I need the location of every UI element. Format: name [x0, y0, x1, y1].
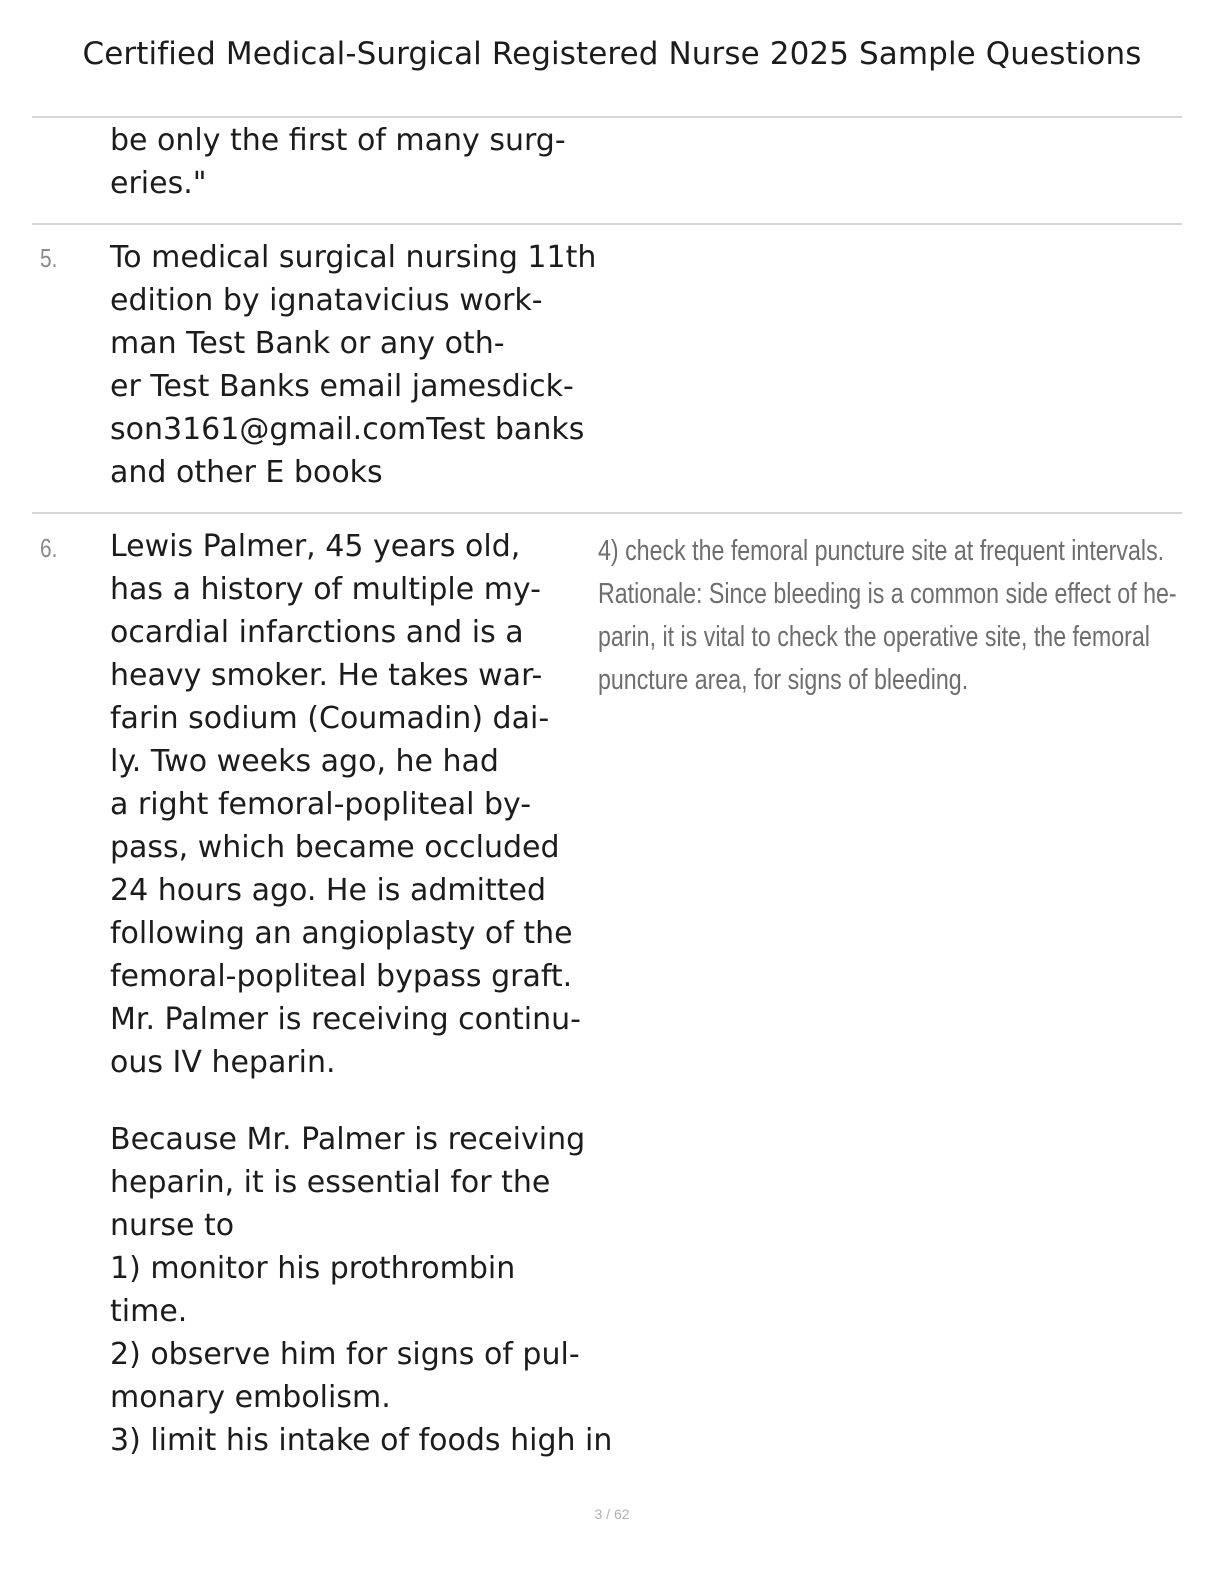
- divider-q6: [32, 512, 1182, 514]
- text-line: son3161@gmail.comTest banks: [110, 412, 585, 447]
- question-6-stem: [110, 525, 610, 1084]
- text-line: time.: [110, 1294, 188, 1329]
- text-line: To medical surgical nursing 11th: [110, 240, 597, 275]
- text-line: Mr. Palmer is receiving continu-: [110, 1002, 581, 1037]
- text-line: farin sodium (Coumadin) dai-: [110, 701, 550, 736]
- text-line: following an angioplasty of the: [110, 916, 573, 951]
- answer-line: 4) check the femoral puncture site at frequent intervals.: [598, 535, 1165, 567]
- text-line: 2) observe him for signs of pul-: [110, 1337, 580, 1372]
- text-line: Because Mr. Palmer is receiving: [110, 1122, 586, 1157]
- text-line: a right femoral-popliteal by-: [110, 787, 532, 822]
- text-line: 1) monitor his prothrombin: [110, 1251, 516, 1286]
- text-line: and other E books: [110, 455, 383, 490]
- question-6-answer: [598, 530, 1177, 702]
- previous-question-continuation: [110, 119, 610, 205]
- text-line: ocardial infarctions and is a: [110, 615, 524, 650]
- answer-line: puncture area, for signs of bleeding.: [598, 664, 969, 696]
- text-line: er Test Banks email jamesdick-: [110, 369, 574, 404]
- text-line: Lewis Palmer, 45 years old,: [110, 529, 521, 564]
- answer-line: parin, it is vital to check the operative site, the femoral: [598, 621, 1150, 653]
- page-title: Certified Medical-Surgical Registered Nurse 2025 Sample Questions: [82, 36, 1142, 72]
- text-line: 24 hours ago. He is admitted: [110, 873, 546, 908]
- text-line: edition by ignatavicius work-: [110, 283, 543, 318]
- page-indicator: 3 / 62: [594, 1506, 630, 1522]
- text-line: femoral-popliteal bypass graft.: [110, 959, 573, 994]
- text-line: ous IV heparin.: [110, 1045, 336, 1080]
- question-6-options: [110, 1118, 613, 1462]
- text-line: has a history of multiple my-: [110, 572, 541, 607]
- text-line: man Test Bank or any oth-: [110, 326, 505, 361]
- answer-line: Rationale: Since bleeding is a common side effect of he-: [598, 578, 1177, 610]
- text-line: heavy smoker. He takes war-: [110, 658, 543, 693]
- text-line: monary embolism.: [110, 1380, 391, 1415]
- question-5-text: [110, 236, 610, 494]
- question-number-5: 5.: [40, 243, 58, 273]
- divider-top: [32, 116, 1182, 118]
- text-line: pass, which became occluded: [110, 830, 560, 865]
- text-line: nurse to: [110, 1208, 235, 1243]
- question-number-6: 6.: [40, 533, 58, 563]
- text-line: ly. Two weeks ago, he had: [110, 744, 499, 779]
- text-line: be only the first of many surg-: [110, 123, 566, 158]
- text-line: 3) limit his intake of foods high in: [110, 1423, 613, 1458]
- divider-q5: [32, 223, 1182, 225]
- text-line: eries.": [110, 166, 207, 201]
- text-line: heparin, it is essential for the: [110, 1165, 551, 1200]
